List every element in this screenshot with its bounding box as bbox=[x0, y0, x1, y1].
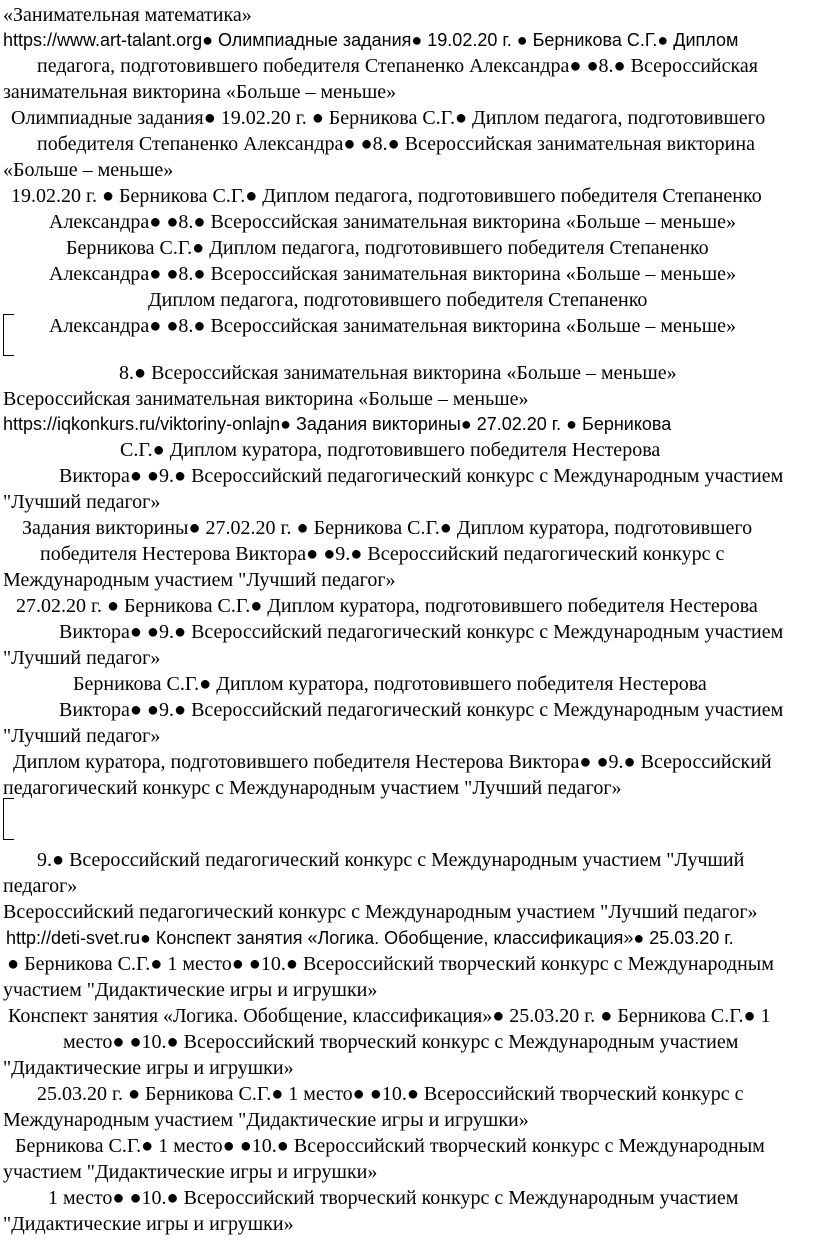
text-line: Диплом куратора, подготовившего победителя Нестерова Виктора● ●9.● Всероссийский bbox=[13, 751, 772, 773]
text-line: Международным участием "Дидактические игры и игрушки» bbox=[3, 1109, 529, 1131]
text-line: педагогический конкурс с Международным участием "Лучший педагог» bbox=[3, 777, 622, 799]
text-line: Диплом педагога, подготовившего победителя Степаненко bbox=[148, 289, 648, 311]
text-line: Всероссийская занимательная викторина «Больше – меньше» bbox=[3, 388, 529, 410]
text-line: "Дидактические игры и игрушки» bbox=[3, 1057, 294, 1079]
bracket-marker bbox=[3, 314, 14, 356]
text-line: "Лучший педагог» bbox=[3, 725, 161, 747]
text-line: «Занимательная математика» bbox=[3, 4, 252, 26]
text-line bbox=[3, 411, 671, 437]
bracket-marker bbox=[3, 798, 14, 840]
text-line: Берникова С.Г.● Диплом педагога, подготовившего победителя Степаненко bbox=[66, 237, 709, 259]
text-line: место● ●10.● Всероссийский творческий конкурс с Международным участием bbox=[63, 1031, 739, 1053]
text-line: "Дидактические игры и игрушки» bbox=[3, 1213, 294, 1235]
text-line: Конспект занятия «Логика. Обобщение, классификация»● 25.03.20 г. ● Берникова С.Г.● 1 bbox=[8, 1005, 771, 1027]
text-line: Александра● ●8.● Всероссийская занимательная викторина «Больше – меньше» bbox=[49, 263, 737, 285]
text-line: занимательная викторина «Больше – меньше» bbox=[3, 81, 397, 103]
text-line: победителя Нестерова Виктора● ●9.● Всероссийский педагогический конкурс с bbox=[40, 543, 725, 565]
text-line: Берникова С.Г.● 1 место● ●10.● Всероссийский творческий конкурс с Международным bbox=[15, 1135, 765, 1157]
text-line: «Больше – меньше» bbox=[3, 159, 174, 181]
text-line: ● Берникова С.Г.● 1 место● ●10.● Всероссийский творческий конкурс с Международным bbox=[7, 953, 774, 975]
text-line bbox=[6, 925, 734, 951]
text-line: 8.● Всероссийская занимательная викторина «Больше – меньше» bbox=[119, 362, 677, 384]
text-line: Александра● ●8.● Всероссийская занимательная викторина «Больше – меньше» bbox=[49, 211, 737, 233]
url-link[interactable]: http://deti-svet.ru● Конспект занятия «Логика. Обобщение, классификация»● 25.03.20 г. bbox=[6, 928, 734, 948]
text-line: Задания викторины● 27.02.20 г. ● Берникова С.Г.● Диплом куратора, подготовившего bbox=[22, 517, 753, 539]
url-link[interactable]: https://www.art-talant.org● Олимпиадные задания● 19.02.20 г. ● Берникова С.Г.● Диплом bbox=[3, 30, 739, 50]
text-line: Александра● ●8.● Всероссийская занимательная викторина «Больше – меньше» bbox=[49, 315, 737, 337]
text-line: Всероссийский педагогический конкурс с Международным участием "Лучший педагог» bbox=[3, 901, 758, 923]
text-line: Олимпиадные задания● 19.02.20 г. ● Берникова С.Г.● Диплом педагога, подготовившего bbox=[11, 107, 766, 129]
text-line: Виктора● ●9.● Всероссийский педагогический конкурс с Международным участием bbox=[59, 465, 784, 487]
text-line bbox=[3, 27, 738, 53]
text-line: 9.● Всероссийский педагогический конкурс с Международным участием "Лучший bbox=[37, 849, 745, 871]
text-line: 25.03.20 г. ● Берникова С.Г.● 1 место● ●10.● Всероссийский творческий конкурс с bbox=[37, 1083, 744, 1105]
text-line: участием "Дидактические игры и игрушки» bbox=[3, 1161, 378, 1183]
text-line: С.Г.● Диплом куратора, подготовившего победителя Нестерова bbox=[120, 439, 661, 461]
text-line: победителя Степаненко Александра● ●8.● Всероссийская занимательная викторина bbox=[37, 133, 755, 155]
url-link[interactable]: https://iqkonkurs.ru/viktoriny-onlajn● Задания викторины● 27.02.20 г. ● Берникова bbox=[3, 414, 672, 434]
text-line: Виктора● ●9.● Всероссийский педагогический конкурс с Международным участием bbox=[59, 699, 784, 721]
text-line: Международным участием "Лучший педагог» bbox=[3, 569, 396, 591]
text-line: Виктора● ●9.● Всероссийский педагогический конкурс с Международным участием bbox=[59, 621, 784, 643]
text-line: педагога, подготовившего победителя Степаненко Александра● ●8.● Всероссийская bbox=[37, 55, 758, 77]
text-line: 19.02.20 г. ● Берникова С.Г.● Диплом педагога, подготовившего победителя Степаненко bbox=[11, 185, 762, 207]
text-line: "Лучший педагог» bbox=[3, 647, 161, 669]
text-line: "Лучший педагог» bbox=[3, 491, 161, 513]
text-line: участием "Дидактические игры и игрушки» bbox=[3, 979, 378, 1001]
text-line: педагог» bbox=[3, 875, 78, 897]
text-line: Берникова С.Г.● Диплом куратора, подготовившего победителя Нестерова bbox=[73, 673, 707, 695]
text-line: 1 место● ●10.● Всероссийский творческий конкурс с Международным участием bbox=[48, 1187, 739, 1209]
text-line: 27.02.20 г. ● Берникова С.Г.● Диплом куратора, подготовившего победителя Нестерова bbox=[16, 595, 758, 617]
